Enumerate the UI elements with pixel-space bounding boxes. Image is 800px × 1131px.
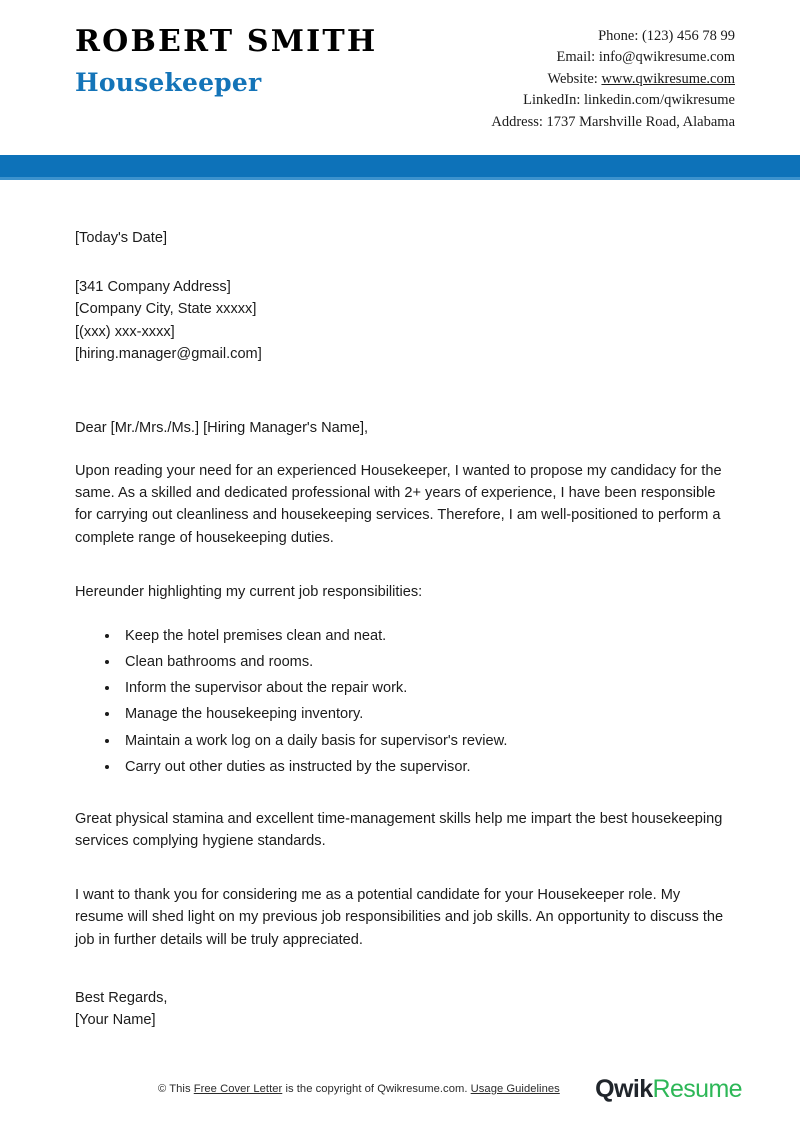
usage-guidelines-link[interactable]: Usage Guidelines <box>470 1083 560 1095</box>
contact-block <box>491 22 735 133</box>
divider-bar-main <box>0 155 800 177</box>
recipient-phone: [(xxx) xxx-xxxx] <box>75 323 175 340</box>
list-item: Clean bathrooms and rooms. <box>75 651 730 673</box>
footer-copyright <box>158 1083 560 1095</box>
document-header <box>0 0 800 133</box>
footer-copyright-middle: is the copyright of Qwikresume.com. <box>282 1083 471 1095</box>
contact-phone: Phone: (123) 456 78 99 <box>598 28 735 44</box>
list-item: Inform the supervisor about the repair work. <box>75 677 730 699</box>
signature-name: [Your Name] <box>75 1011 156 1028</box>
signoff-text: Best Regards, <box>75 989 168 1006</box>
header-divider-bar <box>0 155 800 181</box>
job-title: Housekeeper <box>75 67 262 97</box>
recipient-address-block <box>75 276 730 365</box>
paragraph-closing: I want to thank you for considering me as a potential candidate for your Housekeeper role. My resume will shed light on my previous job responsibilities and job skills. An opportunity to discuss the job in further details will be truly appreciated. <box>75 887 724 948</box>
letter-body <box>0 205 800 1031</box>
letter-date: [Today's Date] <box>75 230 168 246</box>
recipient-city-state-zip: [Company City, State xxxxx] <box>75 301 257 318</box>
logo-text-qwik: Qwik <box>595 1074 653 1103</box>
paragraph-intro: Upon reading your need for an experienced Housekeeper, I wanted to propose my candidacy for the same. As a skilled and dedicated professional with 2+ years of experience, I have been responsible for carrying out cleanliness and housekeeping services. Therefore, I am well-positioned to perform a complete range of housekeeping duties. <box>75 463 722 546</box>
contact-website-row <box>491 69 735 90</box>
responsibilities-intro: Hereunder highlighting my current job responsibilities: <box>75 583 423 600</box>
footer-copyright-prefix: © This <box>158 1083 194 1095</box>
candidate-name: ROBERT SMITH <box>75 24 378 59</box>
free-cover-letter-link[interactable]: Free Cover Letter <box>193 1083 283 1095</box>
identity-block <box>75 22 377 96</box>
contact-linkedin[interactable]: LinkedIn: linkedin.com/qwikresume <box>523 92 735 109</box>
contact-website-label: Website: <box>547 70 602 87</box>
logo-text-resume: Resume <box>652 1074 742 1103</box>
salutation: Dear [Mr./Mrs./Ms.] [Hiring Manager's Name], <box>75 419 369 436</box>
recipient-email: [hiring.manager@gmail.com] <box>75 345 262 362</box>
contact-address: Address: 1737 Marshville Road, Alabama <box>491 113 735 130</box>
list-item: Keep the hotel premises clean and neat. <box>75 625 730 647</box>
document-footer <box>0 1061 800 1131</box>
recipient-address-line: [341 Company Address] <box>75 279 231 296</box>
responsibilities-list <box>75 625 730 778</box>
divider-bar-shadow <box>0 177 800 180</box>
list-item: Carry out other duties as instructed by the supervisor. <box>75 756 730 778</box>
signoff-block <box>75 987 730 1031</box>
paragraph-strengths: Great physical stamina and excellent time-management skills help me impart the best housekeeping services complying hygiene standards. <box>75 810 723 850</box>
contact-email: Email: info@qwikresume.com <box>556 49 735 66</box>
qwikresume-logo[interactable] <box>595 1074 742 1103</box>
list-item: Maintain a work log on a daily basis for supervisor's review. <box>75 730 730 752</box>
list-item: Manage the housekeeping inventory. <box>75 703 730 725</box>
contact-website-link[interactable]: www.qwikresume.com <box>601 70 735 87</box>
